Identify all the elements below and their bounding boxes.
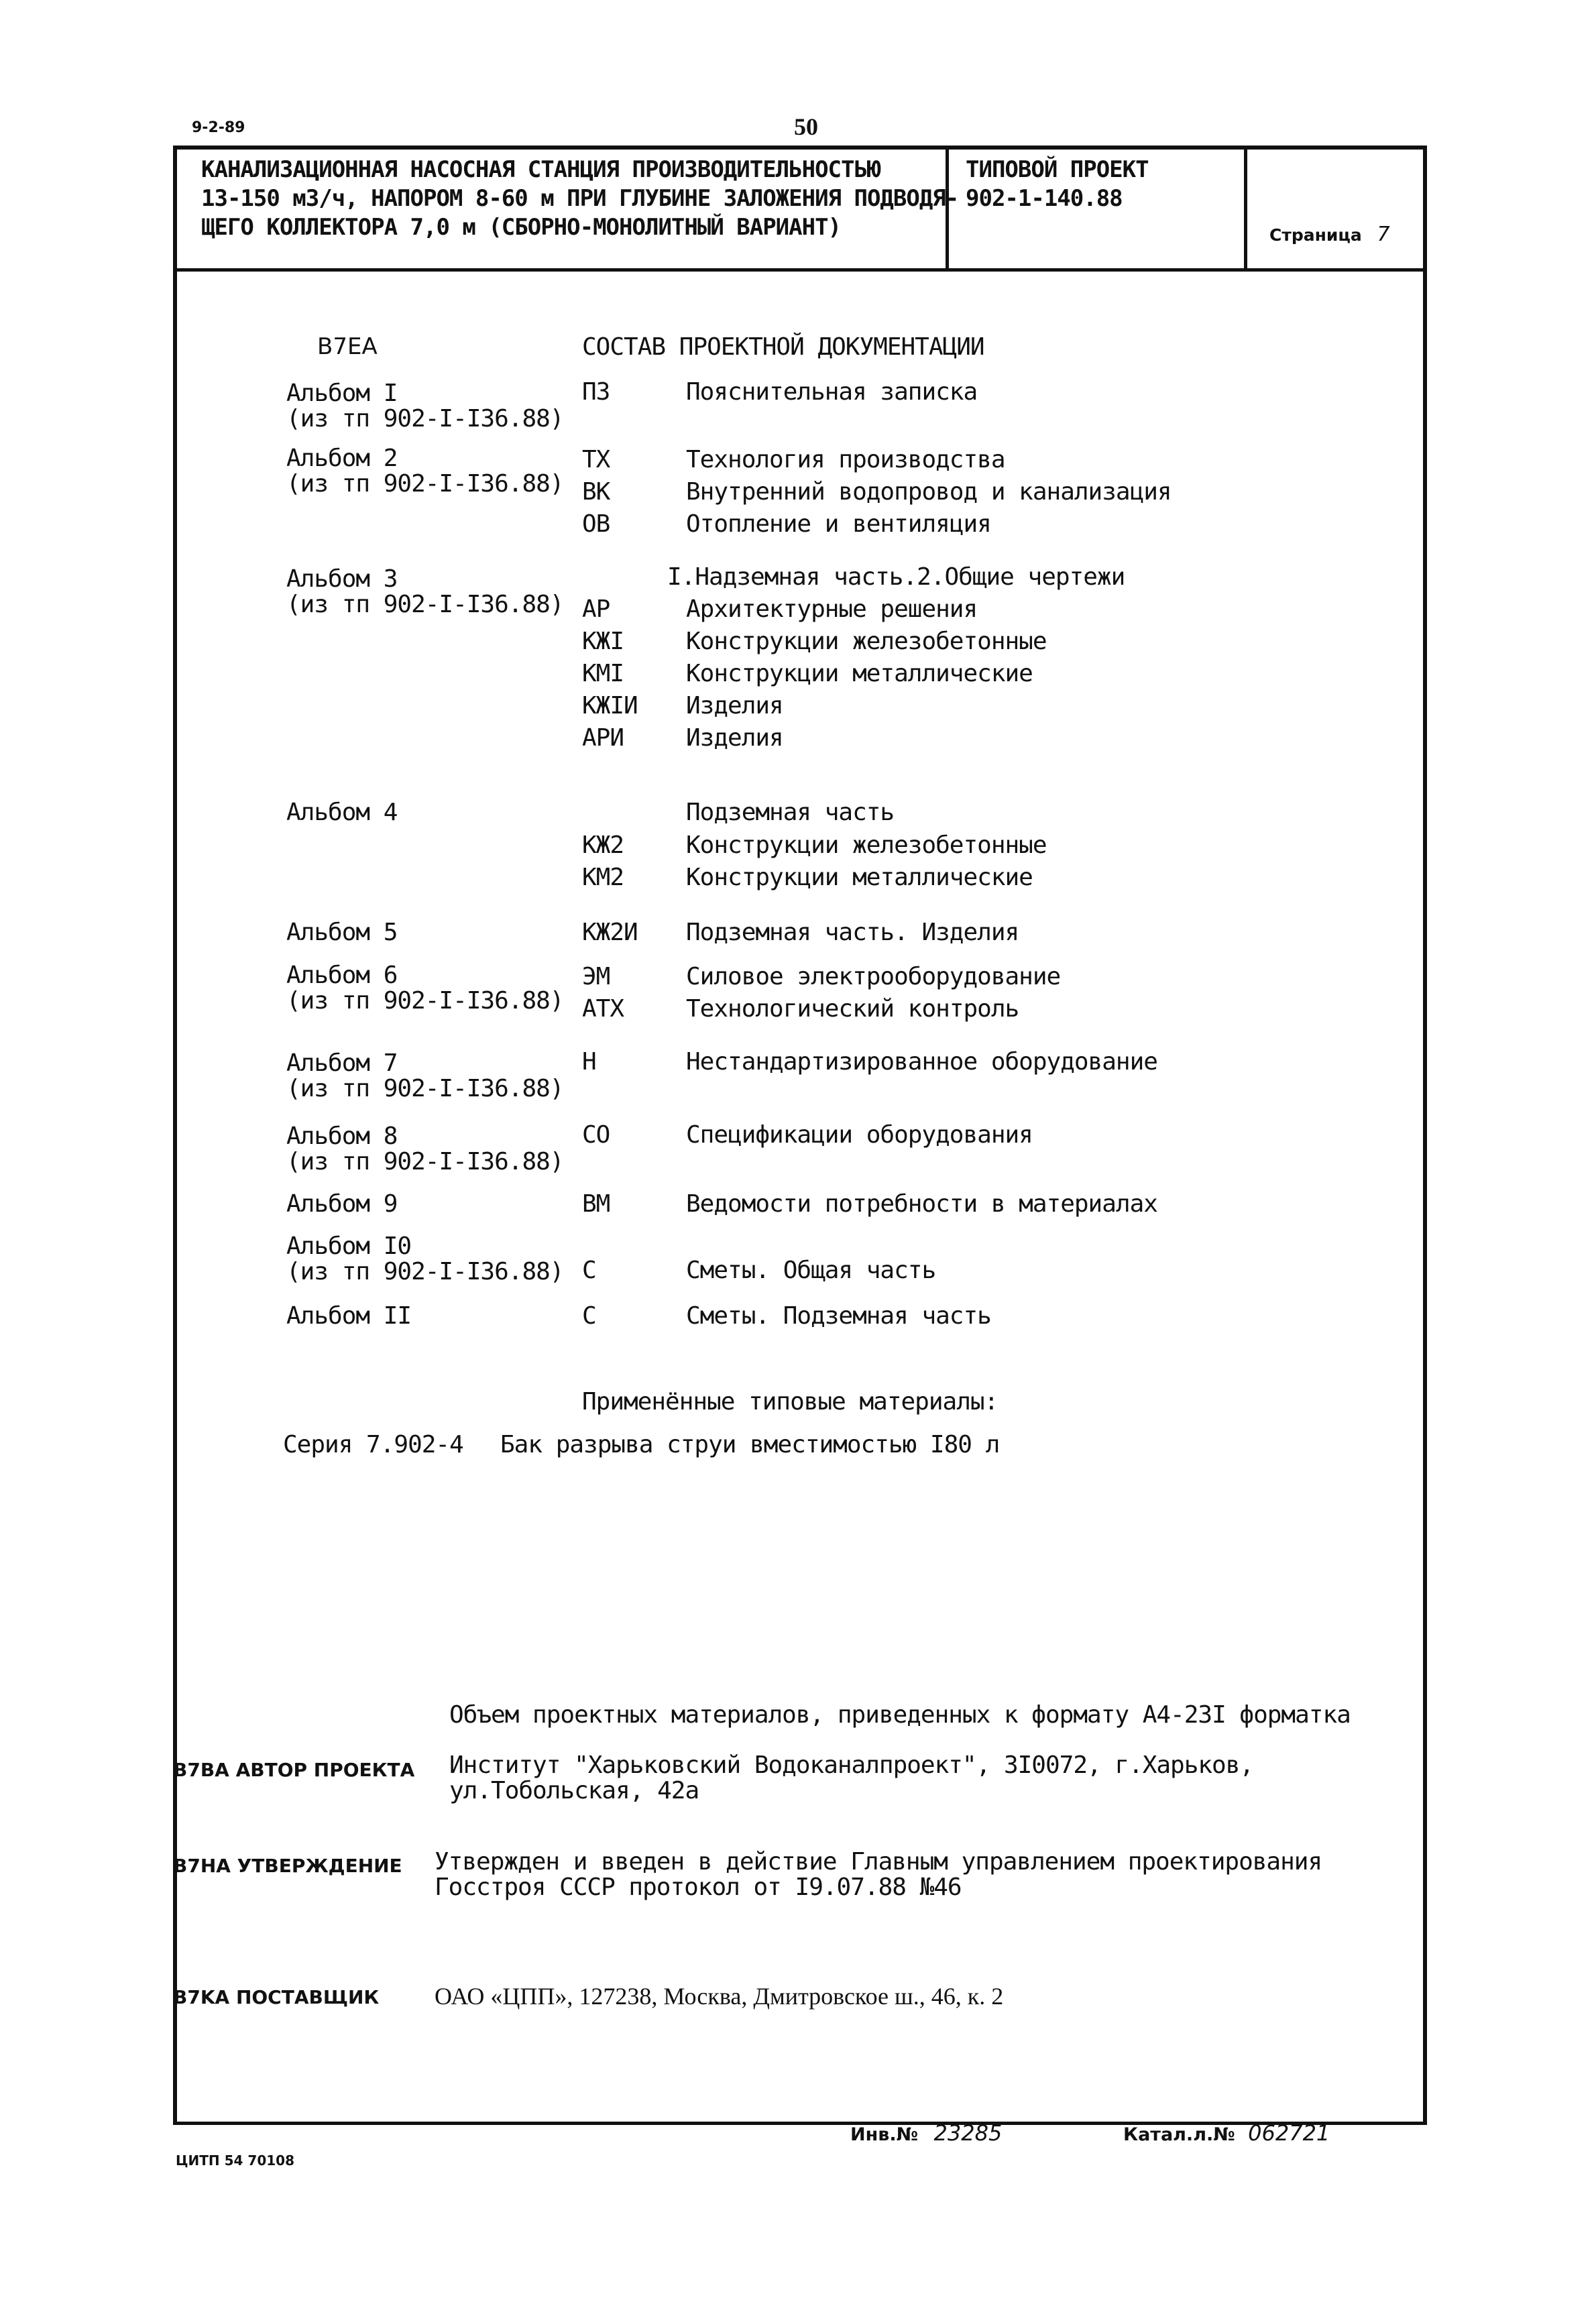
album-label xyxy=(286,567,563,618)
applied-series: Серия 7.902-4 xyxy=(283,1431,463,1458)
album-source: (из тп 902-I-I36.88) xyxy=(286,987,564,1015)
project-id xyxy=(966,156,1149,213)
doc-title: Ведомости потребности в материалах xyxy=(686,1190,1157,1218)
album-label xyxy=(286,963,563,1014)
album-name: Альбом I0 xyxy=(286,1232,412,1260)
doc-code: КМ2 xyxy=(582,864,624,891)
doc-title: Конструкции железобетонные xyxy=(686,831,1047,859)
author-line: Институт "Харьковский Водоканалпроект", 3I0072, г.Харьков, xyxy=(449,1751,1254,1779)
doc-title: Технология производства xyxy=(686,446,1005,473)
applied-item: Бак разрыва струи вместимостью I80 л xyxy=(500,1431,1000,1458)
album-name: Альбом 9 xyxy=(286,1190,398,1218)
catalog-value: 062721 xyxy=(1248,2120,1330,2146)
doc-title: Силовое электрооборудование xyxy=(686,963,1061,990)
album-source: (из тп 902-I-I36.88) xyxy=(286,1258,564,1285)
approval-line: Утвержден и введен в действие Главным управлением проектирования xyxy=(435,1848,1322,1876)
header-title-line: 13-150 м3/ч, НАПОРОМ 8-60 м ПРИ ГЛУБИНЕ ЗАЛОЖЕНИЯ ПОДВОДЯ- xyxy=(201,185,959,212)
album-name: Альбом 6 xyxy=(286,962,398,989)
approval-line: Госстроя СССР протокол от I9.07.88 №46 xyxy=(435,1874,962,1901)
inventory-value: 23285 xyxy=(933,2120,1003,2146)
album-label xyxy=(286,1051,563,1102)
doc-title: Сметы. Подземная часть xyxy=(686,1302,991,1330)
doc-code: С xyxy=(582,1302,596,1330)
album-source: (из тп 902-I-I36.88) xyxy=(286,1075,564,1102)
doc-code: АР xyxy=(582,595,610,623)
album-note: I.Надземная часть.2.Общие чертежи xyxy=(667,563,1125,591)
author-line: ул.Тобольская, 42а xyxy=(449,1777,699,1804)
doc-title: Конструкции металлические xyxy=(686,864,1033,891)
album-source: (из тп 902-I-I36.88) xyxy=(286,405,564,433)
doc-title: Подземная часть. Изделия xyxy=(686,919,1019,946)
doc-code: КЖIИ xyxy=(582,692,638,719)
header-bottom-rule xyxy=(173,268,1427,272)
volume-line xyxy=(449,1701,1351,1729)
doc-title: Архитектурные решения xyxy=(686,595,978,623)
header-title xyxy=(201,156,958,242)
doc-code: ОВ xyxy=(582,510,610,538)
header-divider-2 xyxy=(1244,146,1247,272)
album-label xyxy=(286,1234,563,1285)
doc-code: АРИ xyxy=(582,724,624,752)
doc-title: Отопление и вентиляция xyxy=(686,510,991,538)
approval-code: B7HA УТВЕРЖДЕНИЕ xyxy=(173,1855,402,1877)
bottom-code: ЦИТП 54 70108 xyxy=(176,2152,295,2169)
doc-title: Пояснительная записка xyxy=(686,378,978,406)
doc-title: Спецификации оборудования xyxy=(686,1121,1033,1149)
inventory-label: Инв.№ xyxy=(850,2124,919,2145)
project-label: ТИПОВОЙ ПРОЕКТ xyxy=(966,156,1149,183)
album-name: Альбом 4 xyxy=(286,799,398,826)
doc-code: КЖ2И xyxy=(582,919,638,946)
album-name: Альбом I xyxy=(286,380,398,407)
doc-code: ПЗ xyxy=(582,378,610,406)
doc-title: Конструкции металлические xyxy=(686,660,1033,687)
doc-code: ВК xyxy=(582,478,610,506)
doc-code: КЖI xyxy=(582,628,624,655)
doc-code: КЖ2 xyxy=(582,831,624,859)
doc-code: АТХ xyxy=(582,995,624,1023)
project-number: 902-1-140.88 xyxy=(966,185,1123,212)
sheet-page xyxy=(1269,223,1390,246)
volume-text: Объем проектных материалов, приведенных к формату А4- xyxy=(449,1701,1184,1729)
sheet-page-label: Страница xyxy=(1269,225,1362,245)
catalog-label: Катал.л.№ xyxy=(1123,2124,1235,2145)
album-name: Альбом II xyxy=(286,1302,412,1330)
author-text xyxy=(449,1753,1253,1804)
doc-title: Нестандартизированное оборудование xyxy=(686,1048,1157,1076)
album-source: (из тп 902-I-I36.88) xyxy=(286,591,564,618)
header-title-line: КАНАЛИЗАЦИОННАЯ НАСОСНАЯ СТАНЦИЯ ПРОИЗВОДИТЕЛЬНОСТЬЮ xyxy=(201,156,880,183)
doc-code: ВМ xyxy=(582,1190,610,1218)
doc-title: Сметы. Общая часть xyxy=(686,1257,936,1284)
doc-code: ЭМ xyxy=(582,963,610,990)
doc-code: ТХ xyxy=(582,446,610,473)
doc-title: Конструкции железобетонные xyxy=(686,628,1047,655)
album-name: Альбом 3 xyxy=(286,565,398,593)
album-source: (из тп 902-I-I36.88) xyxy=(286,470,564,498)
album-label xyxy=(286,446,563,497)
doc-title: Технологический контроль xyxy=(686,995,1019,1023)
doc-code: С xyxy=(582,1257,596,1284)
doc-code: Н xyxy=(582,1048,596,1076)
supplier-code: B7KA ПОСТАВЩИК xyxy=(173,1986,380,2008)
doc-title: Изделия xyxy=(686,724,783,752)
inventory-number xyxy=(850,2120,1002,2146)
doc-title: Изделия xyxy=(686,692,783,719)
doc-title: Внутренний водопровод и канализация xyxy=(686,478,1172,506)
doc-code: СО xyxy=(582,1121,610,1149)
album-name: Альбом 2 xyxy=(286,445,398,472)
volume-value: 23I форматка xyxy=(1184,1701,1351,1729)
author-code: B7BA АВТОР ПРОЕКТА xyxy=(173,1759,415,1781)
album-name: Альбом 8 xyxy=(286,1122,398,1150)
header-title-line: ЩЕГО КОЛЛЕКТОРА 7,0 м (СБОРНО-МОНОЛИТНЫЙ ВАРИАНТ) xyxy=(201,214,842,241)
section-code: B7EA xyxy=(317,333,378,360)
catalog-number xyxy=(1123,2120,1330,2146)
approval-text xyxy=(435,1849,1322,1900)
album-label xyxy=(286,1124,563,1175)
album-name: Альбом 5 xyxy=(286,919,398,946)
applied-title: Применённые типовые материалы: xyxy=(582,1388,999,1416)
corner-code: 9-2-89 xyxy=(192,119,245,136)
doc-code: КМI xyxy=(582,660,624,687)
album-label xyxy=(286,381,563,432)
album-name: Альбом 7 xyxy=(286,1049,398,1077)
album-note: Подземная часть xyxy=(686,799,895,826)
album-source: (из тп 902-I-I36.88) xyxy=(286,1148,564,1175)
section-title: СОСТАВ ПРОЕКТНОЙ ДОКУМЕНТАЦИИ xyxy=(582,333,984,361)
supplier-text: ОАО «ЦПП», 127238, Москва, Дмитровское ш., 46, к. 2 xyxy=(435,1983,1004,2010)
page-number: 50 xyxy=(794,113,818,140)
sheet-page-value: 7 xyxy=(1377,223,1390,246)
